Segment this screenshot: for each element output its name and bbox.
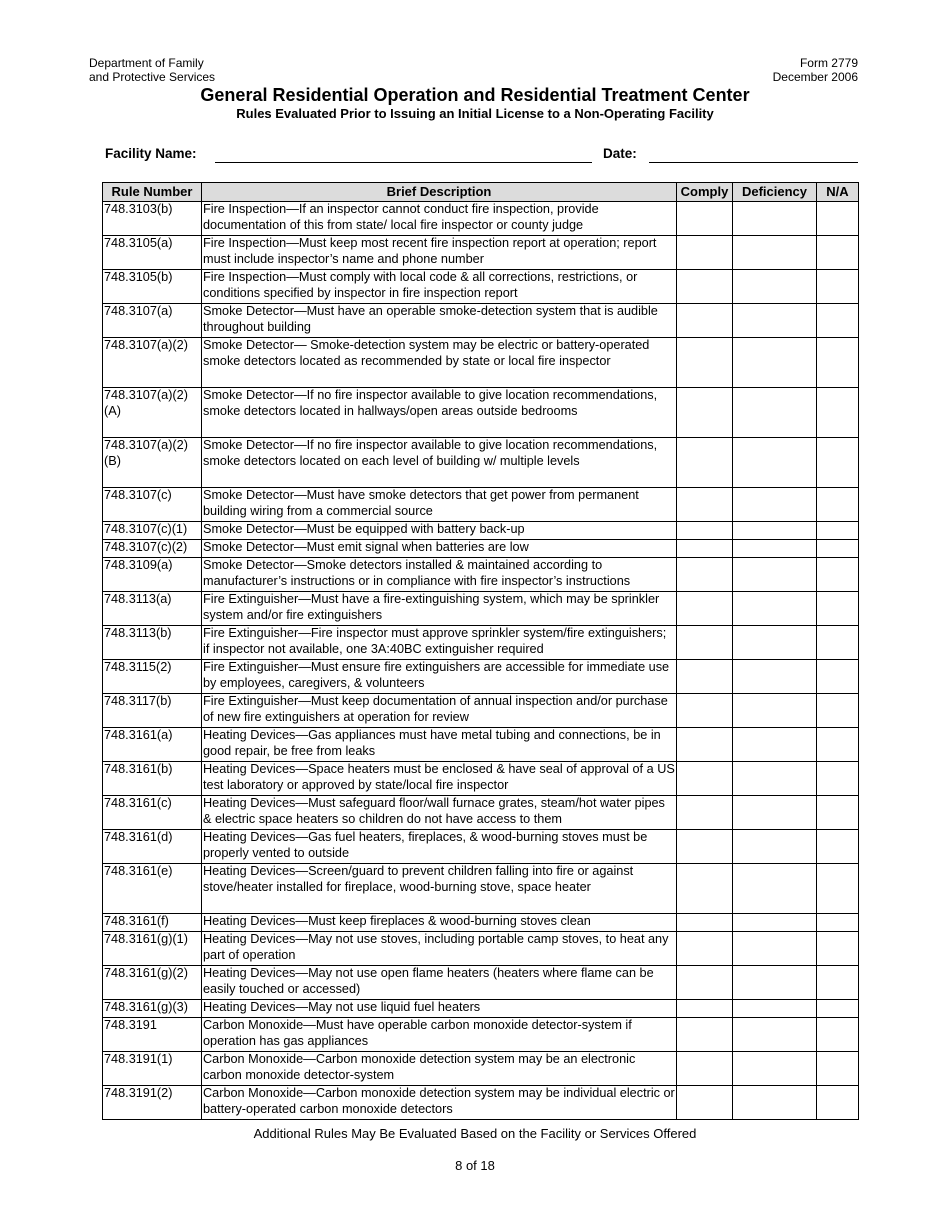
- table-row: [103, 592, 859, 626]
- table-row: [103, 1086, 859, 1120]
- deficiency-cell[interactable]: [733, 762, 817, 796]
- na-cell[interactable]: [817, 522, 859, 540]
- na-cell[interactable]: [817, 488, 859, 522]
- na-cell[interactable]: [817, 438, 859, 488]
- table-row: [103, 626, 859, 660]
- deficiency-cell[interactable]: [733, 1018, 817, 1052]
- deficiency-cell[interactable]: [733, 236, 817, 270]
- table-row: [103, 762, 859, 796]
- comply-cell[interactable]: [677, 914, 733, 932]
- rule-number-cell: 748.3105(b): [103, 270, 202, 304]
- deficiency-cell[interactable]: [733, 694, 817, 728]
- comply-cell[interactable]: [677, 966, 733, 1000]
- description-cell: Smoke Detector—If no fire inspector available to give location recommendations, smoke detectors located on each level of building w/ multiple levels: [202, 438, 677, 488]
- rule-number-cell: 748.3161(a): [103, 728, 202, 762]
- rule-number-cell: 748.3161(g)(3): [103, 1000, 202, 1018]
- deficiency-cell[interactable]: [733, 388, 817, 438]
- department-line-1: Department of Family: [89, 56, 204, 70]
- page-number: 8 of 18: [455, 1158, 495, 1173]
- rule-number-cell: 748.3191(1): [103, 1052, 202, 1086]
- page-title: General Residential Operation and Residential Treatment Center: [200, 85, 750, 105]
- na-cell[interactable]: [817, 338, 859, 388]
- deficiency-cell[interactable]: [733, 728, 817, 762]
- na-cell[interactable]: [817, 728, 859, 762]
- description-cell: Fire Inspection—Must keep most recent fire inspection report at operation; report must include inspector’s name and phone number: [202, 236, 677, 270]
- comply-cell[interactable]: [677, 522, 733, 540]
- deficiency-cell[interactable]: [733, 540, 817, 558]
- description-cell: Heating Devices—Screen/guard to prevent children falling into fire or against stove/heater installed for fireplace, wood-burning stove, space heater: [202, 864, 677, 914]
- na-cell[interactable]: [817, 1052, 859, 1086]
- rule-number-cell: 748.3117(b): [103, 694, 202, 728]
- table-row: [103, 488, 859, 522]
- comply-cell[interactable]: [677, 660, 733, 694]
- column-header-comply: Comply: [677, 183, 733, 202]
- description-cell: Fire Extinguisher—Must ensure fire extinguishers are accessible for immediate use by employees, caregivers, & volunteers: [202, 660, 677, 694]
- column-header-na: N/A: [817, 183, 859, 202]
- table-row: [103, 660, 859, 694]
- comply-cell[interactable]: [677, 694, 733, 728]
- description-cell: Heating Devices—Gas appliances must have metal tubing and connections, be in good repair, be free from leaks: [202, 728, 677, 762]
- table-row: [103, 966, 859, 1000]
- comply-cell[interactable]: [677, 304, 733, 338]
- comply-cell[interactable]: [677, 830, 733, 864]
- table-row: [103, 388, 859, 438]
- deficiency-cell[interactable]: [733, 1052, 817, 1086]
- description-cell: Heating Devices—May not use liquid fuel heaters: [202, 1000, 677, 1018]
- deficiency-cell[interactable]: [733, 1086, 817, 1120]
- table-row: [103, 270, 859, 304]
- table-row: [103, 1052, 859, 1086]
- rule-number-cell: 748.3107(a)(2)(B): [103, 438, 202, 488]
- rule-number-cell: 748.3161(b): [103, 762, 202, 796]
- rule-number-cell: 748.3115(2): [103, 660, 202, 694]
- description-cell: Fire Extinguisher—Must have a fire-extinguishing system, which may be sprinkler system and/or fire extinguishers: [202, 592, 677, 626]
- description-cell: Smoke Detector— Smoke-detection system may be electric or battery-operated smoke detectors located as recommended by state or local fire inspector: [202, 338, 677, 388]
- table-row: [103, 914, 859, 932]
- date-field[interactable]: [649, 162, 858, 163]
- table-row: [103, 830, 859, 864]
- na-cell[interactable]: [817, 796, 859, 830]
- table-row: [103, 1018, 859, 1052]
- deficiency-cell[interactable]: [733, 338, 817, 388]
- table-row: [103, 540, 859, 558]
- rules-table: [102, 182, 859, 1120]
- description-cell: Carbon Monoxide—Carbon monoxide detection system may be an electronic carbon monoxide detector-system: [202, 1052, 677, 1086]
- table-row: [103, 236, 859, 270]
- deficiency-cell[interactable]: [733, 1000, 817, 1018]
- comply-cell[interactable]: [677, 488, 733, 522]
- comply-cell[interactable]: [677, 438, 733, 488]
- table-row: [103, 558, 859, 592]
- description-cell: Smoke Detector—Must emit signal when batteries are low: [202, 540, 677, 558]
- rule-number-cell: 748.3191: [103, 1018, 202, 1052]
- na-cell[interactable]: [817, 270, 859, 304]
- deficiency-cell[interactable]: [733, 438, 817, 488]
- rule-number-cell: 748.3107(a): [103, 304, 202, 338]
- deficiency-cell[interactable]: [733, 270, 817, 304]
- deficiency-cell[interactable]: [733, 592, 817, 626]
- comply-cell[interactable]: [677, 1086, 733, 1120]
- comply-cell[interactable]: [677, 202, 733, 236]
- footer-note: Additional Rules May Be Evaluated Based on the Facility or Services Offered: [253, 1126, 697, 1141]
- rule-number-cell: 748.3107(c): [103, 488, 202, 522]
- rule-number-cell: 748.3161(g)(2): [103, 966, 202, 1000]
- description-cell: Fire Inspection—Must comply with local code & all corrections, restrictions, or conditions specified by inspector in fire inspection report: [202, 270, 677, 304]
- na-cell[interactable]: [817, 304, 859, 338]
- na-cell[interactable]: [817, 540, 859, 558]
- description-cell: Smoke Detector—Must have an operable smoke-detection system that is audible throughout building: [202, 304, 677, 338]
- rule-number-cell: 748.3161(d): [103, 830, 202, 864]
- comply-cell[interactable]: [677, 762, 733, 796]
- na-cell[interactable]: [817, 236, 859, 270]
- na-cell[interactable]: [817, 202, 859, 236]
- comply-cell[interactable]: [677, 626, 733, 660]
- table-header-row: [103, 183, 859, 202]
- description-cell: Heating Devices—May not use stoves, including portable camp stoves, to heat any part of operation: [202, 932, 677, 966]
- na-cell[interactable]: [817, 864, 859, 914]
- rule-number-cell: 748.3113(a): [103, 592, 202, 626]
- description-cell: Smoke Detector—Must have smoke detectors that get power from permanent building wiring from a commercial source: [202, 488, 677, 522]
- description-cell: Heating Devices—Must safeguard floor/wall furnace grates, steam/hot water pipes & electric space heaters so children do not have access to them: [202, 796, 677, 830]
- table-row: [103, 438, 859, 488]
- rule-number-cell: 748.3161(e): [103, 864, 202, 914]
- deficiency-cell[interactable]: [733, 830, 817, 864]
- comply-cell[interactable]: [677, 540, 733, 558]
- na-cell[interactable]: [817, 558, 859, 592]
- comply-cell[interactable]: [677, 558, 733, 592]
- rule-number-cell: 748.3107(a)(2): [103, 338, 202, 388]
- department-line-2: and Protective Services: [89, 70, 216, 84]
- description-cell: Smoke Detector—If no fire inspector available to give location recommendations, smoke detectors located in hallways/open areas outside bedrooms: [202, 388, 677, 438]
- na-cell[interactable]: [817, 1000, 859, 1018]
- na-cell[interactable]: [817, 830, 859, 864]
- description-cell: Heating Devices—Must keep fireplaces & wood-burning stoves clean: [202, 914, 677, 932]
- table-row: [103, 202, 859, 236]
- table-row: [103, 304, 859, 338]
- description-cell: Heating Devices—May not use open flame heaters (heaters where flame can be easily touched or accessed): [202, 966, 677, 1000]
- description-cell: Heating Devices—Space heaters must be enclosed & have seal of approval of a US test laboratory or approved by state/local fire inspector: [202, 762, 677, 796]
- rule-number-cell: 748.3107(a)(2)(A): [103, 388, 202, 438]
- rule-number-cell: 748.3103(b): [103, 202, 202, 236]
- column-header-rule-number: Rule Number: [103, 183, 202, 202]
- deficiency-cell[interactable]: [733, 932, 817, 966]
- table-row: [103, 338, 859, 388]
- rule-number-cell: 748.3113(b): [103, 626, 202, 660]
- na-cell[interactable]: [817, 388, 859, 438]
- deficiency-cell[interactable]: [733, 864, 817, 914]
- comply-cell[interactable]: [677, 728, 733, 762]
- deficiency-cell[interactable]: [733, 488, 817, 522]
- rule-number-cell: 748.3107(c)(2): [103, 540, 202, 558]
- table-row: [103, 694, 859, 728]
- table-row: [103, 1000, 859, 1018]
- table-row: [103, 932, 859, 966]
- column-header-description: Brief Description: [202, 183, 677, 202]
- comply-cell[interactable]: [677, 592, 733, 626]
- description-cell: Fire Extinguisher—Must keep documentation of annual inspection and/or purchase of new fire extinguishers at operation for review: [202, 694, 677, 728]
- description-cell: Smoke Detector—Smoke detectors installed & maintained according to manufacturer’s instructions or in compliance with fire inspector’s instructions: [202, 558, 677, 592]
- comply-cell[interactable]: [677, 796, 733, 830]
- rule-number-cell: 748.3107(c)(1): [103, 522, 202, 540]
- facility-name-field[interactable]: [215, 162, 592, 163]
- comply-cell[interactable]: [677, 1052, 733, 1086]
- comply-cell[interactable]: [677, 236, 733, 270]
- description-cell: Fire Extinguisher—Fire inspector must approve sprinkler system/fire extinguishers; if inspector not available, one 3A:40BC extinguisher required: [202, 626, 677, 660]
- description-cell: Heating Devices—Gas fuel heaters, fireplaces, & wood-burning stoves must be properly vented to outside: [202, 830, 677, 864]
- comply-cell[interactable]: [677, 932, 733, 966]
- facility-name-label: Facility Name:: [105, 146, 197, 161]
- page-subtitle: Rules Evaluated Prior to Issuing an Initial License to a Non-Operating Facility: [236, 106, 714, 121]
- rule-number-cell: 748.3191(2): [103, 1086, 202, 1120]
- date-label: Date:: [603, 146, 637, 161]
- form-number: Form 2779: [799, 56, 858, 70]
- table-row: [103, 796, 859, 830]
- deficiency-cell[interactable]: [733, 796, 817, 830]
- deficiency-cell[interactable]: [733, 966, 817, 1000]
- department-name: [89, 56, 215, 84]
- na-cell[interactable]: [817, 1018, 859, 1052]
- rules-table-body: [103, 202, 859, 1120]
- deficiency-cell[interactable]: [733, 660, 817, 694]
- rule-number-cell: 748.3161(g)(1): [103, 932, 202, 966]
- comply-cell[interactable]: [677, 270, 733, 304]
- table-row: [103, 864, 859, 914]
- comply-cell[interactable]: [677, 388, 733, 438]
- na-cell[interactable]: [817, 762, 859, 796]
- form-date: December 2006: [772, 70, 858, 84]
- na-cell[interactable]: [817, 694, 859, 728]
- rule-number-cell: 748.3161(f): [103, 914, 202, 932]
- rule-number-cell: 748.3109(a): [103, 558, 202, 592]
- description-cell: Carbon Monoxide—Must have operable carbon monoxide detector-system if operation has gas appliances: [202, 1018, 677, 1052]
- deficiency-cell[interactable]: [733, 914, 817, 932]
- na-cell[interactable]: [817, 932, 859, 966]
- column-header-deficiency: Deficiency: [733, 183, 817, 202]
- rule-number-cell: 748.3161(c): [103, 796, 202, 830]
- na-cell[interactable]: [817, 626, 859, 660]
- comply-cell[interactable]: [677, 864, 733, 914]
- deficiency-cell[interactable]: [733, 626, 817, 660]
- form-info: [773, 56, 858, 84]
- deficiency-cell[interactable]: [733, 304, 817, 338]
- deficiency-cell[interactable]: [733, 522, 817, 540]
- na-cell[interactable]: [817, 592, 859, 626]
- description-cell: Fire Inspection—If an inspector cannot conduct fire inspection, provide documentation of this from state/ local fire inspector or county judge: [202, 202, 677, 236]
- na-cell[interactable]: [817, 914, 859, 932]
- table-row: [103, 522, 859, 540]
- na-cell[interactable]: [817, 966, 859, 1000]
- comply-cell[interactable]: [677, 1018, 733, 1052]
- description-cell: Smoke Detector—Must be equipped with battery back-up: [202, 522, 677, 540]
- na-cell[interactable]: [817, 660, 859, 694]
- na-cell[interactable]: [817, 1086, 859, 1120]
- table-row: [103, 728, 859, 762]
- rule-number-cell: 748.3105(a): [103, 236, 202, 270]
- comply-cell[interactable]: [677, 338, 733, 388]
- description-cell: Carbon Monoxide—Carbon monoxide detection system may be individual electric or battery-operated carbon monoxide detectors: [202, 1086, 677, 1120]
- deficiency-cell[interactable]: [733, 558, 817, 592]
- deficiency-cell[interactable]: [733, 202, 817, 236]
- comply-cell[interactable]: [677, 1000, 733, 1018]
